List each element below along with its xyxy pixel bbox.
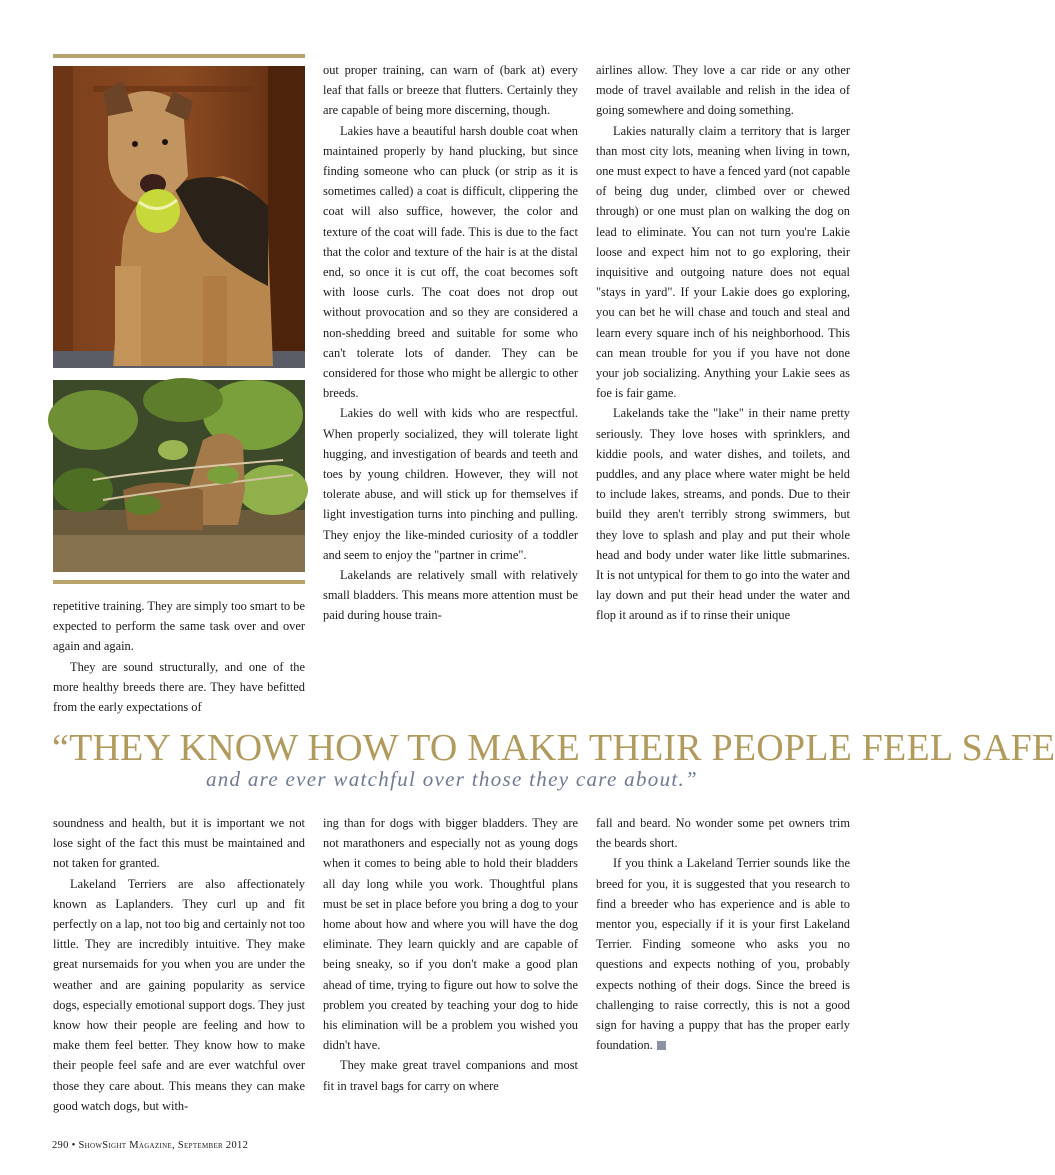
paragraph: soundness and health, but it is important we not lose sight of the fact this must be maintained and not taken for granted. bbox=[53, 816, 305, 871]
paragraph: out proper training, can warn of (bark at) every leaf that falls or breeze that flutters. Certainly they are capable of being more discerning, though. bbox=[323, 63, 578, 118]
paragraph: Lakies naturally claim a territory that is larger than most city lots, meaning when living in town, one must expect to have a fenced yard (not capable of being dug under, climbed over or chewed through) or one must plan on walking the dog on lead to eliminate. You can not turn you're Lakie loose and expect him not to go exploring, their inquisitive and outgoing nature does not equal "stays in yard". If your Lakie does go exploring, you can bet he will chase and touch and steal and learn every square inch of his neighborhood. This can mean trouble for you if you have not done your job socializing. Anything your Lakie sees as foe is fair game. bbox=[596, 123, 850, 401]
paragraph: repetitive training. They are simply too smart to be expected to perform the same task over and over again and again. bbox=[53, 599, 305, 654]
column-2-upper-text bbox=[323, 60, 578, 626]
column-1-upper-text bbox=[53, 596, 305, 717]
end-of-article-square-icon bbox=[657, 1041, 666, 1050]
paragraph: They make great travel companions and most fit in travel bags for carry on where bbox=[323, 1058, 578, 1093]
terrier-in-creek-photo bbox=[53, 380, 305, 572]
paragraph: Lakies have a beautiful harsh double coat when maintained properly by hand plucking, but since finding someone who can pluck (or strip as it is sometimes called) a coat is difficult, clippering the coat will also suffice, however, the color and texture of the coat will fade. This is due to the fact that the color and texture of the hair is at the distal end, so once it is cut off, the coat becomes soft with loose curls. The coat does not drop out without provocation and so they are considered a non-shedding breed and suitable for some who can't tolerate lots of dander. They can be considered for those who might be allergic to other breeds. bbox=[323, 123, 578, 401]
paragraph: Lakelands take the "lake" in their name pretty seriously. They love hoses with sprinklers, and kiddie pools, and water dishes, and toilets, and puddles, and any place where water might be held to include lakes, streams, and ponds. Due to their build they aren't terribly strong swimmers, but they love to splash and play and put their whole head and body under water like little submarines. It is not untypical for them to go into the water and lay down and put their head under the water and flop it around as if to rinse their unique bbox=[596, 406, 850, 623]
paragraph: airlines allow. They love a car ride or any other mode of travel available and relish in the idea of going somewhere and doing something. bbox=[596, 63, 850, 118]
terrier-with-ball-photo bbox=[53, 66, 305, 368]
paragraph: fall and beard. No wonder some pet owners trim the beards short. bbox=[596, 816, 850, 851]
column-1-lower-text bbox=[53, 813, 305, 1116]
paragraph: Lakelands are relatively small with relatively small bladders. This means more attention must be paid during house train- bbox=[323, 568, 578, 623]
column-2-lower-text bbox=[323, 813, 578, 1096]
paragraph: Lakies do well with kids who are respectful. When properly socialized, they will tolerate light hugging, and investigation of beards and teeth and toes by young children. However, they will not tolerate abuse, and will stick up for themselves if light investigation turns into pinching and pulling. They enjoy the like-minded curiosity of a toddler and seem to enjoy the "partner in crime". bbox=[323, 406, 578, 562]
bottom-gold-rule bbox=[53, 580, 305, 584]
paragraph-text: If you think a Lakeland Terrier sounds like the breed for you, it is suggested that you research to find a breeder who has experience and is able to mentor you, especially if it is your first Lakeland Terrier. Finding someone who asks you no questions and expects nothing of you, probably expects nothing of their dogs. Since the breed is challenging to raise correctly, this is not a good sign for having a puppy that has the proper early foundation. bbox=[596, 856, 850, 1053]
pull-quote-subline: and are ever watchful over those they care about.” bbox=[205, 767, 699, 791]
column-3-lower-text bbox=[596, 813, 850, 1055]
pull-quote-headline: “THEY KNOW HOW TO MAKE THEIR PEOPLE FEEL SAFE bbox=[52, 727, 1055, 769]
paragraph: Lakeland Terriers are also affectionately known as Laplanders. They curl up and fit perfectly on a lap, not too big and certainly not too little. They are incredibly intuitive. They make great nursemaids for you when you are under the weather and are gaining popularity as service dogs, especially emotional support dogs. They just know how their people are feeling and how to make them feel better. They know how to make their people feel safe and are ever watchful over those they care about. This means they can make good watch dogs, but with- bbox=[53, 876, 305, 1113]
page-footer: 290 • ShowSight Magazine, September 2012 bbox=[52, 1140, 249, 1151]
paragraph: ing than for dogs with bigger bladders. They are not marathoners and especially not as young dogs when it comes to being able to hold their bladders all day long while you work. Thoughtful plans must be set in place before you bring a dog to your home about how and where you will have the dog eliminate. They learn quickly and are capable of being sneaky, so if you don't make a good plan ahead of time, trying to figure out how to solve the problem you created by teaching your dog to hide his elimination will be a problem you wished you didn't have. bbox=[323, 816, 578, 1053]
last-paragraph bbox=[596, 853, 850, 1055]
paragraph: They are sound structurally, and one of the more healthy breeds there are. They have befitted from the early expectations of bbox=[53, 659, 305, 715]
top-gold-rule bbox=[53, 54, 305, 58]
column-3-upper-text bbox=[596, 60, 850, 626]
